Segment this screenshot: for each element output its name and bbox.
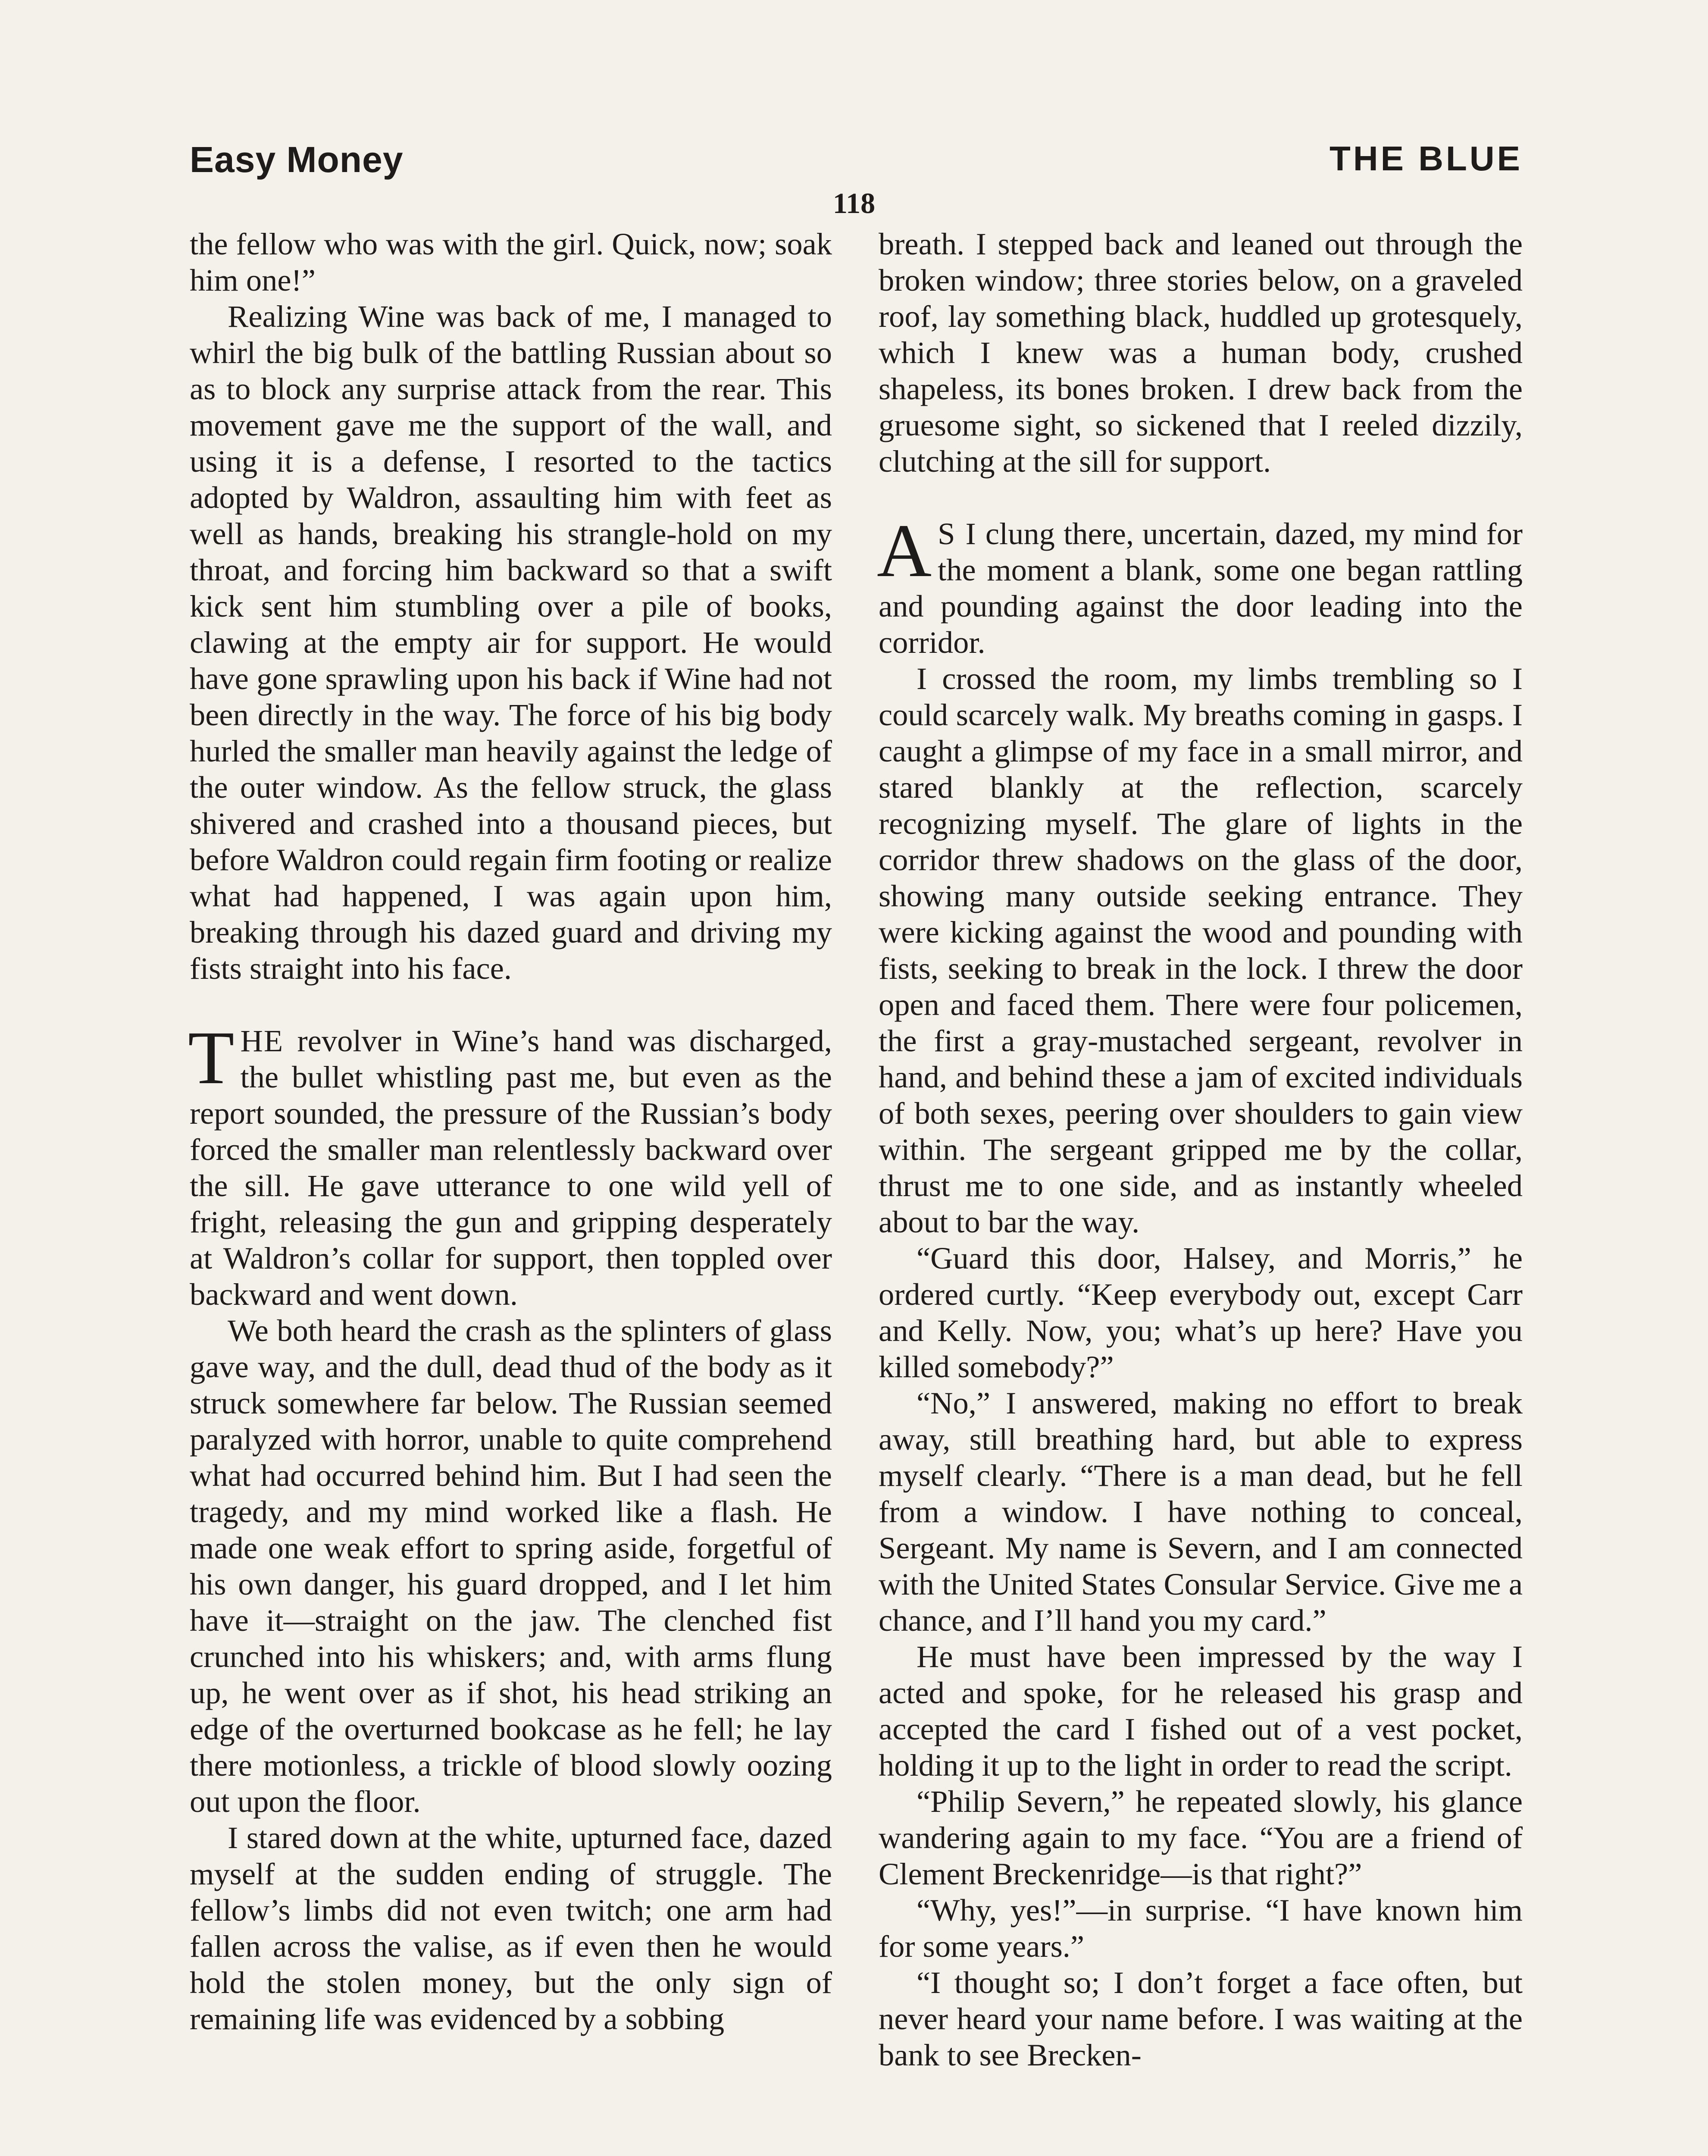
paragraph: the fellow who was with the girl. Quick, now; soak him one!” [190, 226, 832, 298]
small-caps-lead: HE [240, 1023, 284, 1058]
paragraph: “Guard this door, Halsey, and Morris,” he ordered curtly. “Keep everybody out, except Carr and Kelly. Now, you; what’s up here? Have you killed somebody?” [879, 1241, 1523, 1384]
paragraph: We both heard the crash as the splinters of glass gave way, and the dull, dead thud of the body as it struck somewhere far below. The Russian seemed paralyzed with horror, unable to quite comprehend what had occurred behind him. But I had seen the tragedy, and my mind worked like a flash. He made one weak effort to spring aside, forgetful of his own danger, his guard dropped, and I let him have it—straight on the jaw. The clenched fist crunched into his whiskers; and, with arms flung up, he went over as if shot, his head striking an edge of the overturned bookcase as he fell; he lay there motionless, a trickle of blood slowly oozing out upon the floor. [190, 1313, 832, 1819]
paragraph-text: clung there, uncertain, dazed, my mind for the moment a blank, some one began rattling and pounding against the door leading into the corridor. [879, 516, 1523, 660]
paragraph: “No,” I answered, making no effort to break away, still breathing hard, but able to express myself clearly. “There is a man dead, but he fell from a window. I have nothing to conceal, Sergeant. My name is Severn, and I am connected with the United States Consular Service. Give me a chance, and I’ll hand you my card.” [879, 1385, 1523, 1638]
paragraph: I stared down at the white, upturned face, dazed myself at the sudden ending of struggle. The fellow’s limbs did not even twitch; one arm had fallen across the valise, as if even then he would hold the stolen money, but the only sign of remaining life was evidenced by a sobbing [190, 1820, 832, 2036]
paragraph [877, 509, 1523, 661]
paragraph: “Philip Severn,” he repeated slowly, his glance wandering again to my face. “You are a friend of Clement Breckenridge—is that right?” [879, 1784, 1523, 1891]
paragraph [188, 1016, 832, 1313]
paragraph: He must have been impressed by the way I acted and spoke, for he released his grasp and accepted the card I fished out of a vest pocket, holding it up to the light in order to read the script. [879, 1639, 1523, 1783]
paragraph: “Why, yes!”—in surprise. “I have known him for some years.” [879, 1893, 1523, 1964]
paragraph-text: revolver in Wine’s hand was discharged, the bullet whistling past me, but even as the report sounded, the pressure of the Russian’s body forced the smaller man relentlessly backward over the sill. He gave utterance to one wild yell of fright, releasing the gun and gripping desperately at Waldron’s collar for support, then toppled over backward and went down. [190, 1023, 832, 1312]
small-caps-lead: S I [938, 516, 977, 551]
paragraph: Realizing Wine was back of me, I managed to whirl the big bulk of the battling Russian about so as to block any surprise attack from the rear. This movement gave me the support of the wall, and using it is a defense, I resorted to the tactics adopted by Waldron, assaulting him with feet as well as hands, breaking his strangle-hold on my throat, and forcing him backward so that a swift kick sent him stumbling over a pile of books, clawing at the empty air for support. He would have gone sprawling upon his back if Wine had not been directly in the way. The force of his big body hurled the smaller man heavily against the ledge of the outer window. As the fellow struck, the glass shivered and crashed into a thousand pieces, but before Waldron could regain firm footing or realize what had happened, I was again upon him, breaking through his dazed guard and driving my fists straight into his face. [190, 299, 832, 986]
page-number: 118 [832, 187, 876, 219]
page-header [190, 139, 1523, 186]
paragraph: breath. I stepped back and leaned out through the broken window; three stories below, on a graveled roof, lay something black, huddled up grotesquely, which I knew was a human body, crushed shapeless, its bones broken. I drew back from the gruesome sight, so sickened that I reeled dizzily, clutching at the sill for support. [879, 226, 1523, 479]
drop-cap: T [188, 1016, 235, 1100]
running-title: Easy Money [190, 139, 404, 180]
magazine-name: THE BLUE [1329, 139, 1523, 178]
paragraph: I crossed the room, my limbs trembling so I could scarcely walk. My breaths coming in gasps. I caught a glimpse of my face in a small mirror, and stared blankly at the reflection, scarcely recognizing myself. The glare of lights in the corridor threw shadows on the glass of the door, showing many outside seeking entrance. They were kicking against the wood and pounding with fists, seeking to break in the lock. I threw the door open and faced them. There were four policemen, the first a gray-mustached sergeant, revolver in hand, and behind these a jam of excited individuals of both sexes, peering over shoulders to gain view within. The sergeant gripped me by the collar, thrust me to one side, and as instantly wheeled about to bar the way. [879, 661, 1523, 1239]
left-column [190, 226, 832, 2037]
drop-cap: A [877, 509, 932, 593]
paragraph: “I thought so; I don’t forget a face often, but never heard your name before. I was waiting at the bank to see Brecken- [879, 1965, 1523, 2072]
right-column [879, 226, 1523, 2073]
